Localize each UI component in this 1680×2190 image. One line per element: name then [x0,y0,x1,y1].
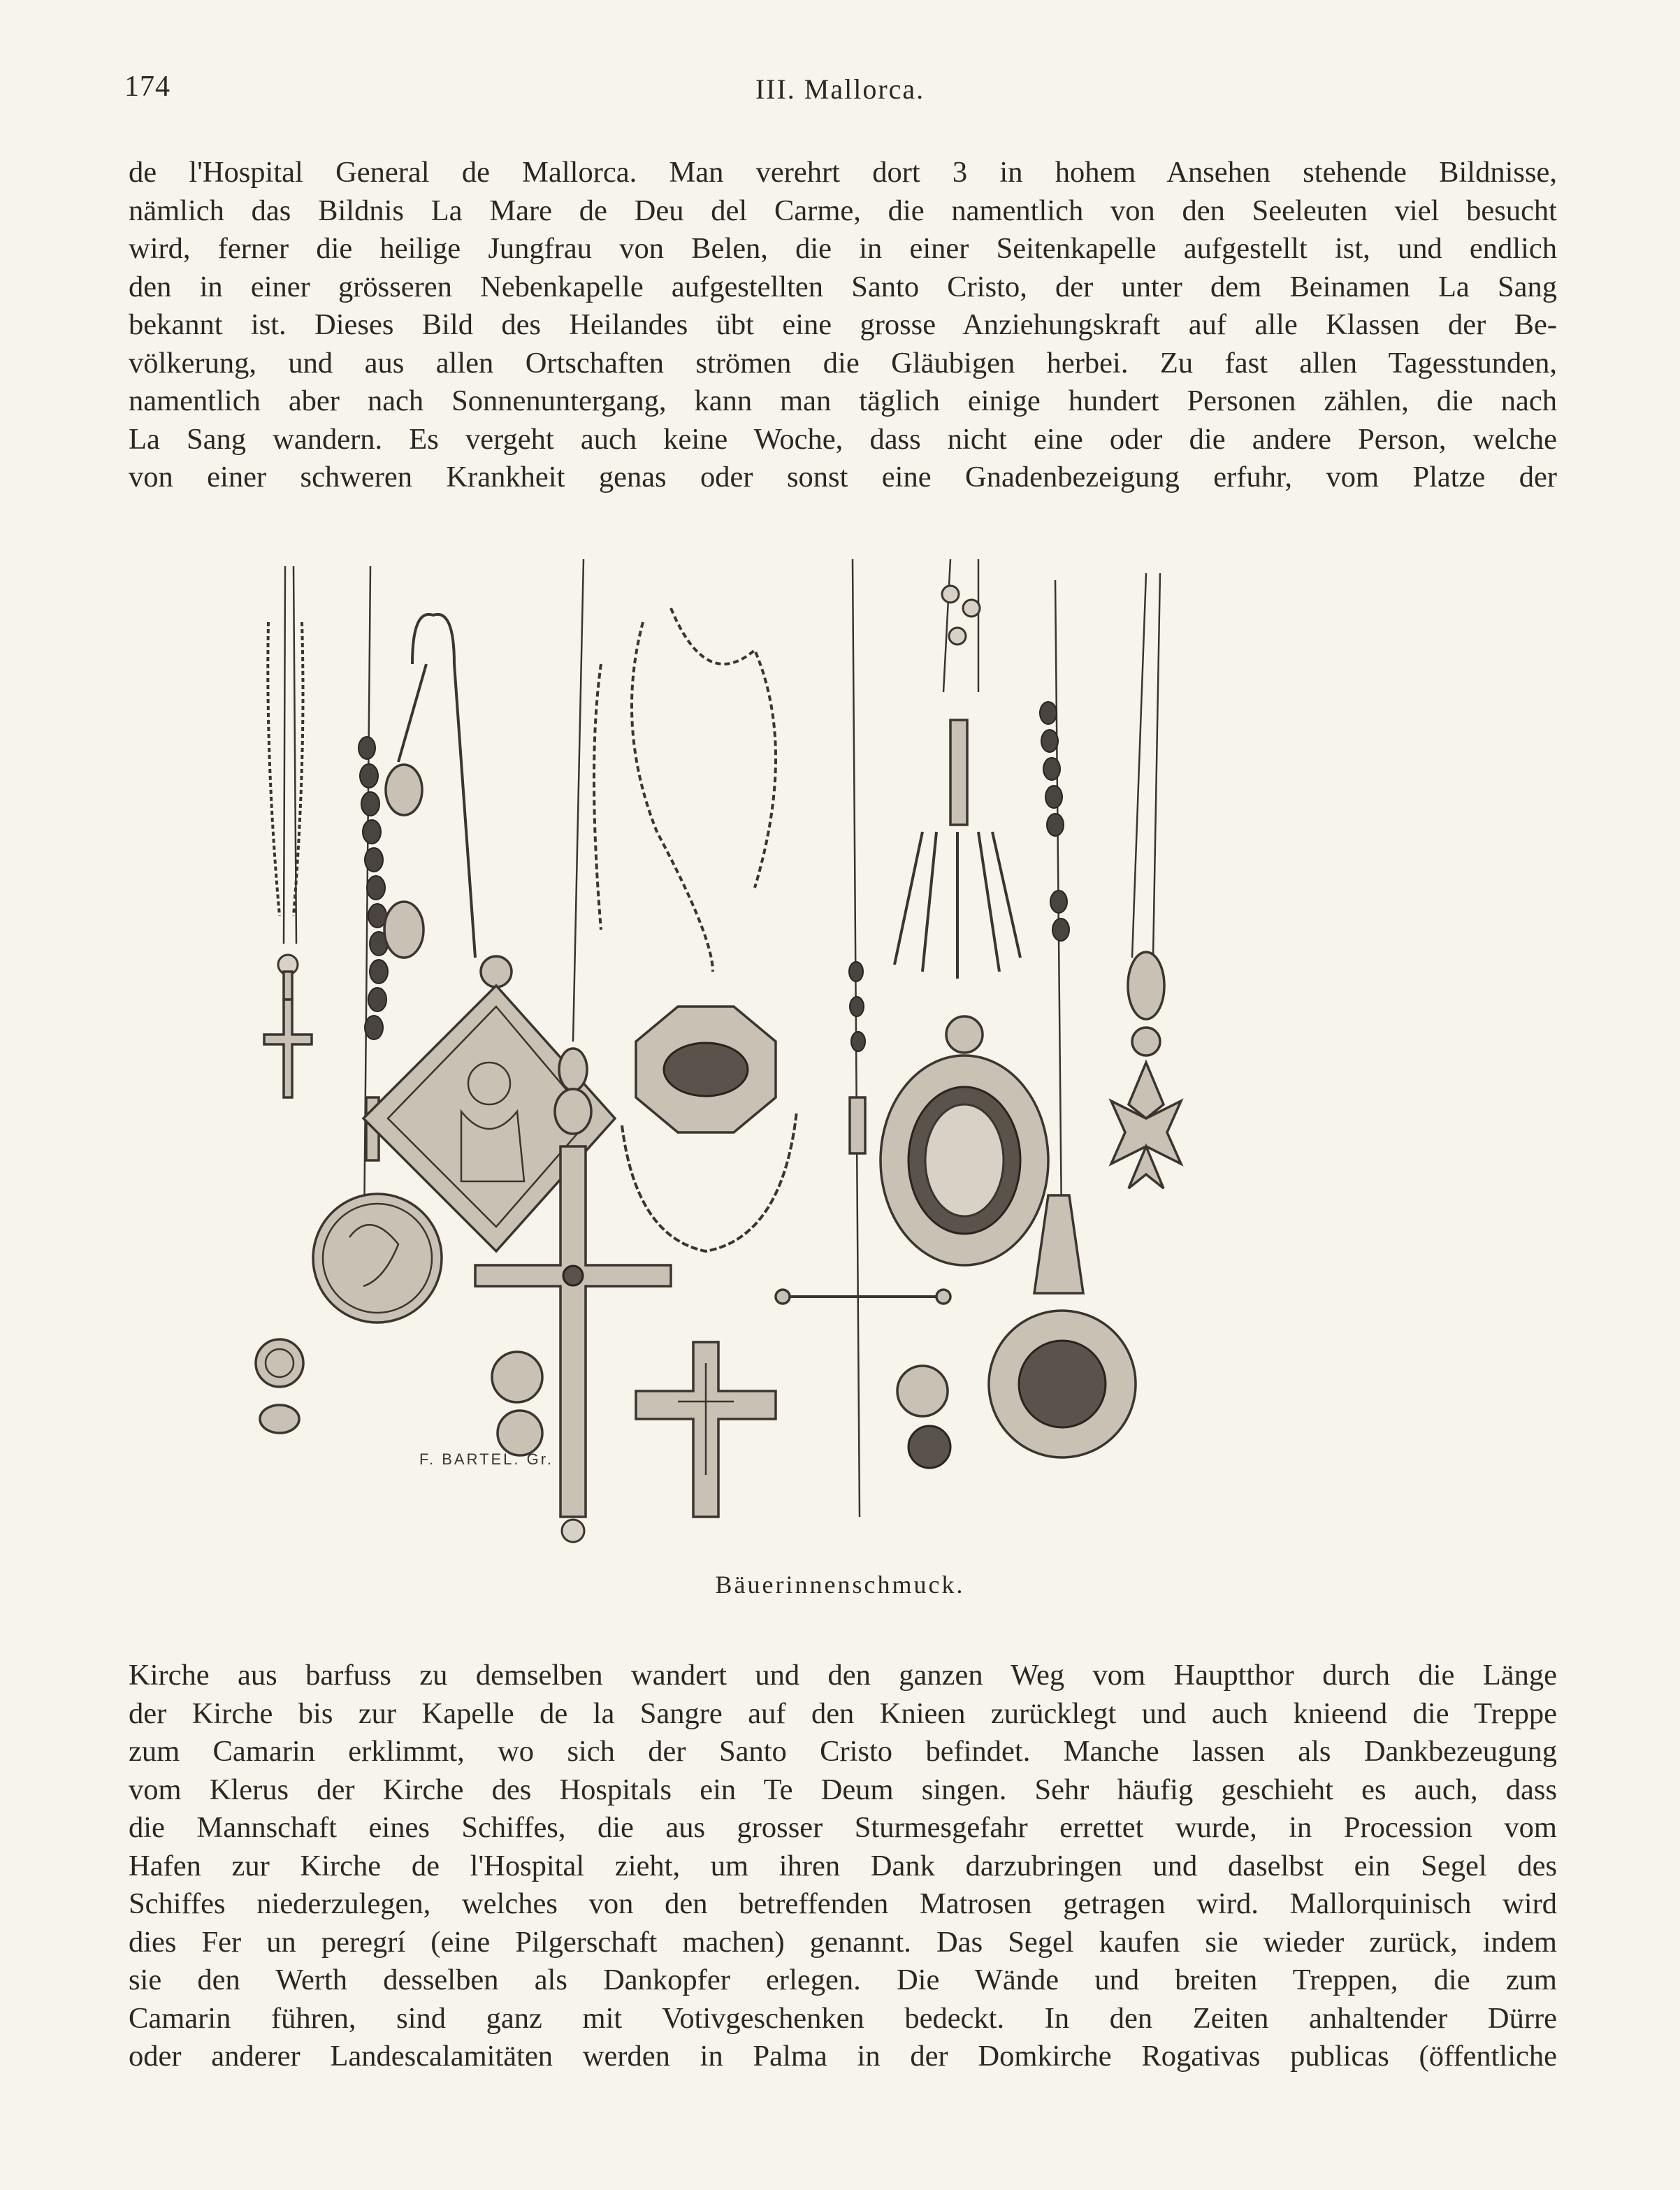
tassel-oval-portrait [881,559,1048,1265]
text-line: von einer schweren Krankheit genas oder sonst eine Gnadenbezeigung erfuhr, vom Platze der [129,461,1557,494]
page-number: 174 [124,71,171,103]
text-line: bekannt ist. Dieses Bild des Heilandes übt eine grosse Anziehungskraft auf alle Klassen der Be- [129,308,1557,341]
figure-caption: Bäuerinnenschmuck. [715,1571,965,1599]
chain-octagon-medallion [594,608,776,1132]
text-line: namentlich aber nach Sonnenuntergang, kann man täglich einige hundert Personen zählen, die nach [129,384,1557,417]
text-line: sie den Werth desselben als Dankopfer erlegen. Die Wände und breiten Treppen, die zum [129,1964,1557,1996]
text-line: vom Klerus der Kirche des Hospitals ein Te Deum singen. Sehr häufig geschieht es auch, dass [129,1773,1557,1806]
cord-crucifix [622,1111,797,1517]
text-line: völkerung, und aus allen Ortschaften strömen die Gläubigen herbei. Zu fast allen Tagesstunden, [129,346,1557,380]
paragraph-top [129,154,1557,497]
text-line: de l'Hospital General de Mallorca. Man verehrt dort 3 in hohem Ansehen stehende Bildnisse, [129,156,1557,189]
chain-crucifix-necklace [264,566,312,1097]
text-line: nämlich das Bildnis La Mare de Deu del Carme, die namentlich von den Seeleuten viel besucht [129,194,1557,227]
text-line: Camarin führen, sind ganz mit Votivgeschenken bedeckt. In den Zeiten anhaltender Dürre [129,2001,1557,2035]
text-line: wird, ferner die heilige Jungfrau von Belen, die in einer Seitenkapelle aufgestellt ist, und endlich [129,232,1557,265]
text-line: Schiffes niederzulegen, welches von den betreffenden Matrosen getragen wird. Mallorquinisch wird [129,1887,1557,1920]
text-line: die Mannschaft eines Schiffes, die aus grosser Sturmesgefahr errettet wurde, in Procession vom [129,1811,1557,1844]
jewelry-illustration [224,552,1188,1559]
text-line: Hafen zur Kirche de l'Hospital zieht, um ihren Dank darzubringen und daselbst ein Segel des [129,1849,1557,1882]
round-filigree-medallion [989,580,1136,1457]
text-line: Kirche aus barfuss zu demselben wandert und den ganzen Weg vom Hauptthor durch die Länge [129,1659,1557,1692]
text-line: der Kirche bis zur Kapelle de la Sangre auf den Knieen zurücklegt und auch knieend die Treppe [129,1696,1557,1730]
running-title: III. Mallorca. [755,73,925,105]
maltese-cross-pendant [1111,573,1181,1188]
paragraph-bottom [129,1657,1557,2076]
text-line: oder anderer Landescalamitäten werden in Palma in der Domkirche Rogativas publicas (öffentliche [129,2040,1557,2073]
engraver-signature: F. BARTEL. Gr. [419,1450,553,1468]
text-line: den in einer grösseren Nebenkapelle aufgestellten Santo Cristo, der unter dem Beinamen La Sang [129,270,1557,303]
text-line: zum Camarin erklimmt, wo sich der Santo Cristo befindet. Manche lassen als Dankbezeugung [129,1735,1557,1768]
text-line: dies Fer un peregrí (eine Pilgerschaft machen) genannt. Das Segel kaufen sie wieder zurück, indem [129,1925,1557,1959]
text-line: La Sang wandern. Es vergeht auch keine Woche, dass nicht eine oder die andere Person, welche [129,422,1557,456]
